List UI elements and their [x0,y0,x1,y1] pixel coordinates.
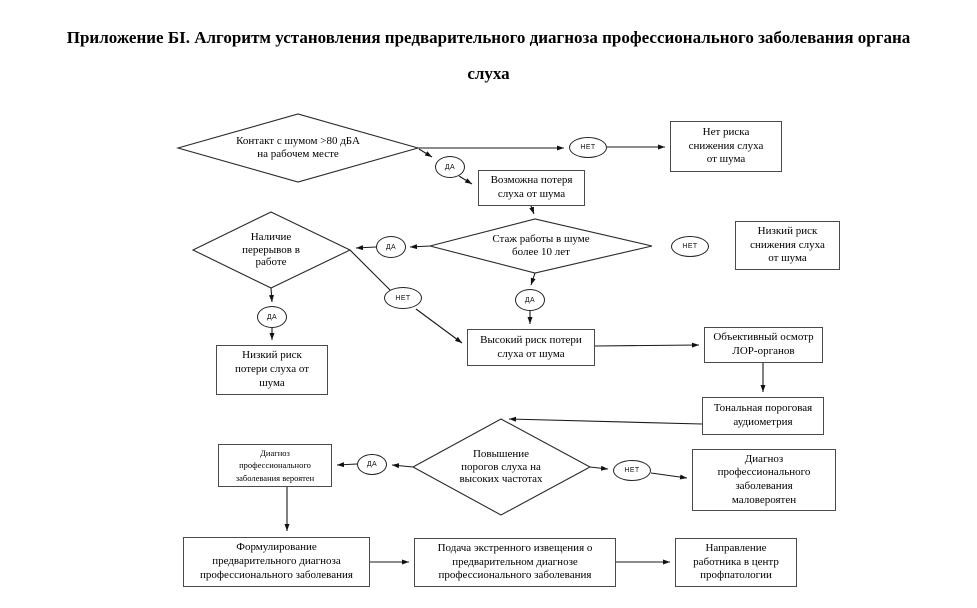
connector-line [590,467,608,469]
node-ent-exam: Объективный осмотр ЛОР-органов [704,327,823,363]
node-audiometry: Тональная пороговая аудиометрия [702,397,824,435]
connector-line [459,176,472,184]
connector-line [271,288,272,302]
yes-oval: ДА [257,306,287,328]
decision-work-breaks: Наличие перерывов в работе [242,230,300,269]
node-diagnosis-probable: Диагноз профессионального заболевания вероятен [218,444,332,487]
decision-threshold-increase: Повышение порогов слуха на высоких частотах [459,447,543,486]
node-diagnosis-unlikely: Диагноз профессионального заболевания маловероятен [692,449,836,511]
yes-oval: ДА [376,236,406,258]
connector-line [337,464,357,465]
connector-line [531,273,535,285]
page-title-line1: Приложение БI. Алгоритм установления предварительного диагноза профессионального заболевания органа [66,28,911,47]
no-oval: НЕТ [613,460,651,481]
yes-oval: ДА [357,454,387,475]
connector-line [356,247,376,248]
no-oval: НЕТ [671,236,709,257]
node-low-risk-loss: Низкий риск потери слуха от шума [216,345,328,395]
page-title-line2: слуха [467,64,510,83]
decision-noise-contact: Контакт с шумом >80 дБА на рабочем месте [236,135,360,160]
node-high-risk-loss: Высокий риск потери слуха от шума [467,329,595,366]
yes-oval: ДА [435,156,465,178]
connector-line [595,345,699,346]
node-possible-loss: Возможна потеря слуха от шума [478,170,585,206]
connector-line [509,419,702,424]
yes-oval: ДА [515,289,545,311]
node-formulate-diagnosis: Формулирование предварительного диагноза профессионального заболевания [183,537,370,587]
node-referral-center: Направление работника в центр профпатологии [675,538,797,587]
connector-line [419,149,432,157]
no-oval: НЕТ [384,287,422,309]
decision-work-experience: Стаж работы в шуме более 10 лет [492,233,590,258]
connector-line [392,465,413,467]
no-oval: НЕТ [569,137,607,158]
connector-line [410,246,430,247]
connector-line [416,309,462,343]
node-no-risk: Нет риска снижения слуха от шума [670,121,782,172]
node-emergency-notice: Подача экстренного извещения о предварительном диагнозе профессионального заболевания [414,538,616,587]
connector-line [531,206,534,214]
node-low-risk-reduction: Низкий риск снижения слуха от шума [735,221,840,270]
connector-line [651,473,687,478]
